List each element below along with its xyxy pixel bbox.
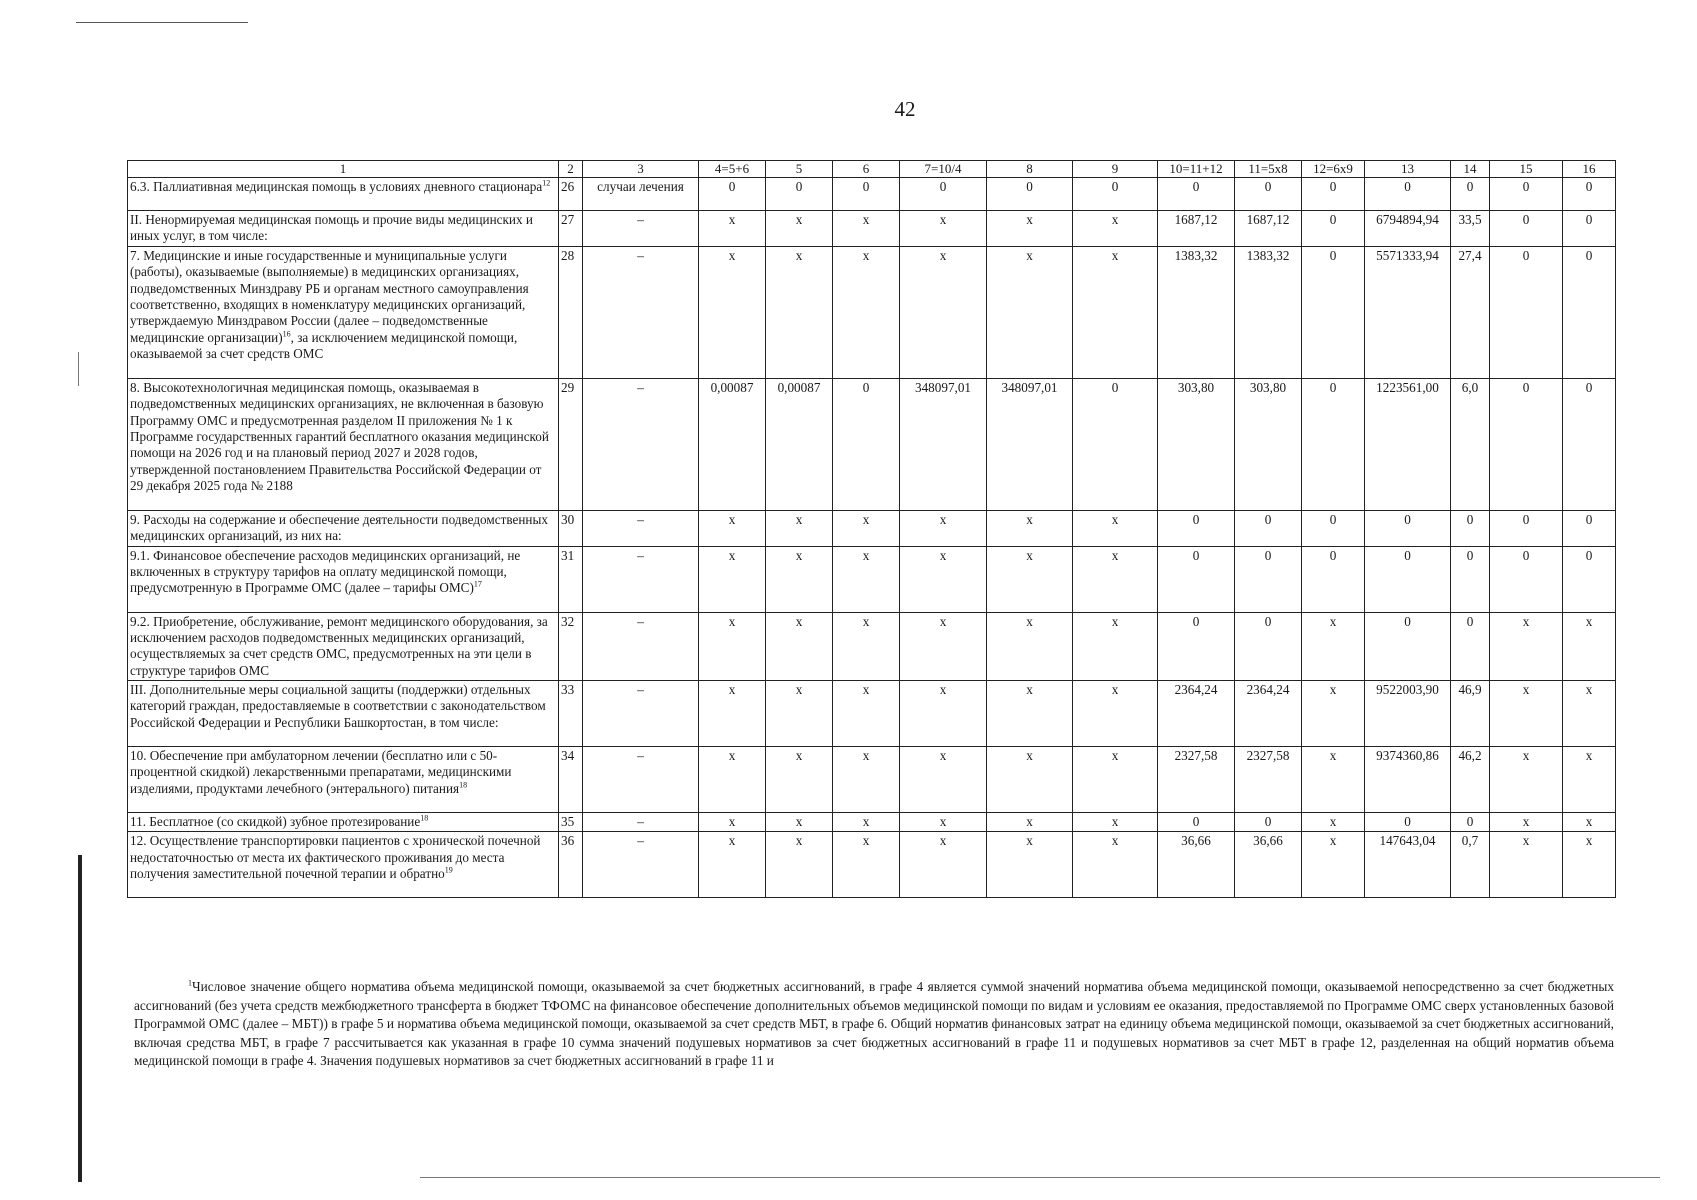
row-unit: – (583, 832, 699, 898)
value-cell: 0,00087 (699, 378, 766, 510)
footnote (134, 978, 1614, 1071)
row-unit: – (583, 378, 699, 510)
value-cell: 2364,24 (1235, 680, 1302, 746)
row-name: 11. Бесплатное (со скидкой) зубное протезирование (130, 813, 421, 829)
value-cell: 348097,01 (987, 378, 1073, 510)
norms-table (127, 160, 1616, 898)
row-name-cell (128, 211, 559, 247)
row-name-tail: , за исключением медицинской помощи, оказываемой за счет средств ОМС (130, 329, 518, 361)
row-name-cell (128, 246, 559, 378)
row-code: 29 (559, 378, 583, 510)
value-cell: x (1563, 680, 1616, 746)
header-cell: 10=11+12 (1158, 161, 1235, 178)
value-cell: x (766, 612, 833, 680)
value-cell: x (766, 546, 833, 612)
value-cell: x (1073, 832, 1158, 898)
value-cell: 2327,58 (1235, 746, 1302, 812)
value-cell: x (900, 832, 987, 898)
value-cell: x (987, 832, 1073, 898)
row-name: II. Ненормируемая медицинская помощь и прочие виды медицинских и иных услуг, в том числе: (130, 212, 533, 244)
value-cell: 0 (1235, 812, 1302, 831)
value-cell: x (699, 680, 766, 746)
value-cell: 0 (766, 178, 833, 211)
value-cell: x (699, 211, 766, 247)
value-cell: 0 (1563, 510, 1616, 546)
row-name: 9. Расходы на содержание и обеспечение деятельности подведомственных медицинских организаций, из них на: (130, 511, 548, 544)
row-unit: – (583, 680, 699, 746)
value-cell: 9522003,90 (1365, 680, 1451, 746)
value-cell: x (987, 812, 1073, 831)
value-cell: 0 (1563, 378, 1616, 510)
row-code: 28 (559, 246, 583, 378)
row-code: 33 (559, 680, 583, 746)
footnote-text: Числовое значение общего норматива объема медицинской помощи, оказываемой за счет бюджетных ассигнований, в графе 4 является суммой значений норматива объема медицинской помощи, оказываемой непосредственно за счет бюджетных ассигнований (без учета средств межбюджетного трансферта в бюджет ТФОМС на финансовое обеспечение дополнительных объемов медицинской помощи по видам и условиям ее оказания, предоставляемой по Программе ОМС сверх установленных базовой Программой ОМС (далее – МБТ)) в графе 5 и норматива объема медицинской помощи, оказываемой за счет средств МБТ, в графе 6. Общий норматив финансовых затрат на единицу объема медицинской помощи, оказываемой за счет бюджетных ассигнований, включая средства МБТ, в графе 7 рассчитывается как указанная в графе 10 сумма значений подушевых нормативов за счет бюджетных ассигнований в графе 11 и подушевых нормативов за счет МБТ в графе 12, разделенная на общий норматив объема медицинской помощи в графе 4. Значения подушевых нормативов за счет бюджетных ассигнований в графе 11 и (134, 979, 1614, 1068)
table-row (128, 546, 1616, 612)
row-code: 35 (559, 812, 583, 831)
value-cell: 0 (1235, 510, 1302, 546)
value-cell: x (900, 746, 987, 812)
value-cell: x (1073, 246, 1158, 378)
row-name-cell (128, 612, 559, 680)
row-unit: – (583, 612, 699, 680)
table-row (128, 612, 1616, 680)
value-cell: 0 (1235, 178, 1302, 211)
value-cell: x (1563, 832, 1616, 898)
row-name-cell (128, 510, 559, 546)
value-cell: x (1073, 680, 1158, 746)
header-cell: 13 (1365, 161, 1451, 178)
value-cell: x (1563, 746, 1616, 812)
value-cell: 0 (699, 178, 766, 211)
value-cell: 0 (1451, 546, 1490, 612)
value-cell: 0 (1365, 812, 1451, 831)
value-cell: x (766, 510, 833, 546)
value-cell: 36,66 (1235, 832, 1302, 898)
value-cell: 27,4 (1451, 246, 1490, 378)
value-cell: 9374360,86 (1365, 746, 1451, 812)
value-cell: x (900, 612, 987, 680)
value-cell: x (1490, 746, 1563, 812)
value-cell: x (1563, 612, 1616, 680)
header-cell: 11=5x8 (1235, 161, 1302, 178)
row-code: 36 (559, 832, 583, 898)
value-cell: 0 (1490, 546, 1563, 612)
row-name-cell (128, 680, 559, 746)
column-number-row (128, 161, 1616, 178)
value-cell: 0 (1365, 612, 1451, 680)
value-cell: 2327,58 (1158, 746, 1235, 812)
footnote-ref: 17 (473, 579, 482, 589)
value-cell: x (766, 832, 833, 898)
value-cell: 0 (1302, 546, 1365, 612)
value-cell: x (766, 246, 833, 378)
header-cell: 15 (1490, 161, 1563, 178)
top-rule (76, 22, 248, 23)
row-name: 9.2. Приобретение, обслуживание, ремонт медицинского оборудования, за исключением расходов подведомственных медицинских организаций, осуществляемых за счет средств ОМС, предусмотренных на эти цели в структуре тарифов ОМС (130, 613, 548, 678)
value-cell: 1687,12 (1158, 211, 1235, 247)
value-cell: 0 (1563, 546, 1616, 612)
row-code: 34 (559, 746, 583, 812)
value-cell: x (1302, 812, 1365, 831)
value-cell: 0 (1365, 546, 1451, 612)
value-cell: x (833, 680, 900, 746)
row-name-cell (128, 746, 559, 812)
value-cell: 0 (1451, 510, 1490, 546)
value-cell: 0 (1073, 378, 1158, 510)
header-cell: 7=10/4 (900, 161, 987, 178)
table-row (128, 246, 1616, 378)
row-code: 30 (559, 510, 583, 546)
header-cell: 4=5+6 (699, 161, 766, 178)
value-cell: 0 (1302, 510, 1365, 546)
value-cell: x (766, 812, 833, 831)
header-cell: 1 (128, 161, 559, 178)
value-cell: x (900, 812, 987, 831)
value-cell: x (1302, 746, 1365, 812)
table-row (128, 832, 1616, 898)
value-cell: x (900, 680, 987, 746)
value-cell: 1383,32 (1235, 246, 1302, 378)
value-cell: 0 (1451, 612, 1490, 680)
value-cell: x (699, 812, 766, 831)
value-cell: x (987, 211, 1073, 247)
value-cell: x (1073, 812, 1158, 831)
value-cell: 1223561,00 (1365, 378, 1451, 510)
value-cell: 0 (1235, 612, 1302, 680)
value-cell: x (833, 211, 900, 247)
header-cell: 6 (833, 161, 900, 178)
value-cell: x (766, 680, 833, 746)
value-cell: 0 (1302, 378, 1365, 510)
value-cell: 46,2 (1451, 746, 1490, 812)
header-cell: 2 (559, 161, 583, 178)
row-unit: случаи лечения (583, 178, 699, 211)
value-cell: 0 (1490, 178, 1563, 211)
row-code: 32 (559, 612, 583, 680)
value-cell: 0 (1365, 510, 1451, 546)
value-cell: 348097,01 (900, 378, 987, 510)
footnote-ref: 18 (420, 813, 429, 823)
value-cell: 0,00087 (766, 378, 833, 510)
value-cell: x (900, 246, 987, 378)
value-cell: 0 (1158, 812, 1235, 831)
value-cell: x (833, 510, 900, 546)
value-cell: 0 (1158, 612, 1235, 680)
table-row (128, 812, 1616, 831)
value-cell: 0 (1563, 246, 1616, 378)
value-cell: 0 (1490, 510, 1563, 546)
value-cell: 36,66 (1158, 832, 1235, 898)
footnote-ref: 19 (444, 865, 453, 875)
value-cell: x (987, 510, 1073, 546)
value-cell: x (1490, 812, 1563, 831)
value-cell: x (699, 246, 766, 378)
row-name: 6.3. Паллиативная медицинская помощь в условиях дневного стационара (130, 179, 543, 195)
value-cell: x (1302, 612, 1365, 680)
value-cell: 0 (1158, 510, 1235, 546)
value-cell: x (987, 546, 1073, 612)
value-cell: 303,80 (1158, 378, 1235, 510)
value-cell: x (1073, 746, 1158, 812)
value-cell: x (1073, 546, 1158, 612)
row-code: 26 (559, 178, 583, 211)
value-cell: 1383,32 (1158, 246, 1235, 378)
row-code: 31 (559, 546, 583, 612)
value-cell: 0 (1490, 211, 1563, 247)
row-code: 27 (559, 211, 583, 247)
value-cell: x (987, 746, 1073, 812)
value-cell: x (1490, 832, 1563, 898)
table-row (128, 510, 1616, 546)
value-cell: x (1073, 510, 1158, 546)
value-cell: x (833, 612, 900, 680)
header-cell: 14 (1451, 161, 1490, 178)
footnote-ref: 18 (459, 780, 468, 790)
scan-mark (78, 352, 79, 386)
value-cell: 0 (1302, 178, 1365, 211)
row-unit: – (583, 510, 699, 546)
value-cell: 6794894,94 (1365, 211, 1451, 247)
value-cell: x (766, 211, 833, 247)
value-cell: x (1073, 612, 1158, 680)
value-cell: 0 (1302, 246, 1365, 378)
value-cell: x (900, 546, 987, 612)
header-cell: 8 (987, 161, 1073, 178)
value-cell: 0,7 (1451, 832, 1490, 898)
table-row (128, 211, 1616, 247)
row-name-cell (128, 178, 559, 211)
row-name-cell (128, 832, 559, 898)
row-name: 8. Высокотехнологичная медицинская помощь, оказываемая в подведомственных медицинских организациях, не включенная в базовую Программу ОМС и предусмотренная разделом II приложения № 1 к Программе государственных гарантий бесплатного оказания медицинской помощи на 2026 год и на плановый период 2027 и 2028 годов, утвержденной постановлением Правительства Российской Федерации от 29 декабря 2025 года № 2188 (130, 379, 549, 493)
value-cell: x (1563, 812, 1616, 831)
header-cell: 12=6x9 (1302, 161, 1365, 178)
table-row (128, 378, 1616, 510)
value-cell: 0 (833, 378, 900, 510)
value-cell: 0 (1365, 178, 1451, 211)
value-cell: 0 (1563, 211, 1616, 247)
value-cell: 0 (1158, 546, 1235, 612)
header-cell: 5 (766, 161, 833, 178)
header-cell: 3 (583, 161, 699, 178)
value-cell: 46,9 (1451, 680, 1490, 746)
row-unit: – (583, 546, 699, 612)
value-cell: 1687,12 (1235, 211, 1302, 247)
binding-edge (78, 855, 82, 1182)
value-cell: 0 (1451, 812, 1490, 831)
row-unit: – (583, 812, 699, 831)
row-name-cell (128, 378, 559, 510)
value-cell: 147643,04 (1365, 832, 1451, 898)
table-row (128, 178, 1616, 211)
row-name-cell (128, 812, 559, 831)
header-cell: 16 (1563, 161, 1616, 178)
value-cell: x (1073, 211, 1158, 247)
value-cell: x (987, 246, 1073, 378)
value-cell: x (987, 680, 1073, 746)
value-cell: 0 (987, 178, 1073, 211)
value-cell: 0 (1302, 211, 1365, 247)
value-cell: 303,80 (1235, 378, 1302, 510)
value-cell: 0 (1235, 546, 1302, 612)
value-cell: 0 (833, 178, 900, 211)
row-name-cell (128, 546, 559, 612)
value-cell: x (833, 832, 900, 898)
header-cell: 9 (1073, 161, 1158, 178)
value-cell: 2364,24 (1158, 680, 1235, 746)
row-name: 9.1. Финансовое обеспечение расходов медицинских организаций, не включенных в структуру тарифов на оплату медицинской помощи, предусмотренную в Программе ОМС (далее – тарифы ОМС) (130, 547, 521, 596)
value-cell: x (900, 211, 987, 247)
value-cell: x (833, 812, 900, 831)
table-row (128, 746, 1616, 812)
value-cell: 0 (1563, 178, 1616, 211)
row-name: III. Дополнительные меры социальной защиты (поддержки) отдельных категорий граждан, предоставляемые в соответствии с законодательством Российской Федерации и Республики Башкортостан, в том числе: (130, 681, 546, 730)
page-number: 42 (894, 97, 916, 121)
value-cell: x (1302, 680, 1365, 746)
footnote-mark: 1 (188, 978, 192, 988)
value-cell: 0 (900, 178, 987, 211)
row-name: 10. Обеспечение при амбулаторном лечении (бесплатно или с 50-процентной скидкой) лекарственными препаратами, медицинскими изделиями, продуктами лечебного (энтерального) питания (130, 747, 512, 796)
value-cell: x (1490, 612, 1563, 680)
value-cell: x (699, 832, 766, 898)
value-cell: 0 (1073, 178, 1158, 211)
row-name: 7. Медицинские и иные государственные и муниципальные услуги (работы), оказываемые (выполняемые) в медицинских организациях, подведомственных Минздраву РБ и органам местного самоуправления соответственно, входящих в номенклатуру медицинских организаций, утверждаемую Минздравом России (далее – подведомственные медицинские организации) (130, 247, 529, 345)
row-name: 12. Осуществление транспортировки пациентов с хронической почечной недостаточностью от места их фактического проживания до места получения заместительной почечной терапии и обратно (130, 833, 541, 882)
value-cell: 0 (1158, 178, 1235, 211)
value-cell: x (900, 510, 987, 546)
footnote-ref: 16 (282, 329, 291, 339)
row-unit: – (583, 246, 699, 378)
value-cell: 6,0 (1451, 378, 1490, 510)
value-cell: x (833, 746, 900, 812)
value-cell: x (699, 612, 766, 680)
value-cell: 33,5 (1451, 211, 1490, 247)
value-cell: 0 (1490, 378, 1563, 510)
table-row (128, 680, 1616, 746)
footnote-ref: 12 (542, 178, 551, 188)
value-cell: x (987, 612, 1073, 680)
value-cell: x (699, 510, 766, 546)
value-cell: 0 (1451, 178, 1490, 211)
value-cell: x (699, 746, 766, 812)
value-cell: x (1302, 832, 1365, 898)
value-cell: x (1490, 680, 1563, 746)
bottom-rule (420, 1177, 1660, 1178)
value-cell: 5571333,94 (1365, 246, 1451, 378)
row-unit: – (583, 746, 699, 812)
value-cell: x (833, 246, 900, 378)
value-cell: x (699, 546, 766, 612)
value-cell: x (833, 546, 900, 612)
value-cell: x (766, 746, 833, 812)
value-cell: 0 (1490, 246, 1563, 378)
row-unit: – (583, 211, 699, 247)
